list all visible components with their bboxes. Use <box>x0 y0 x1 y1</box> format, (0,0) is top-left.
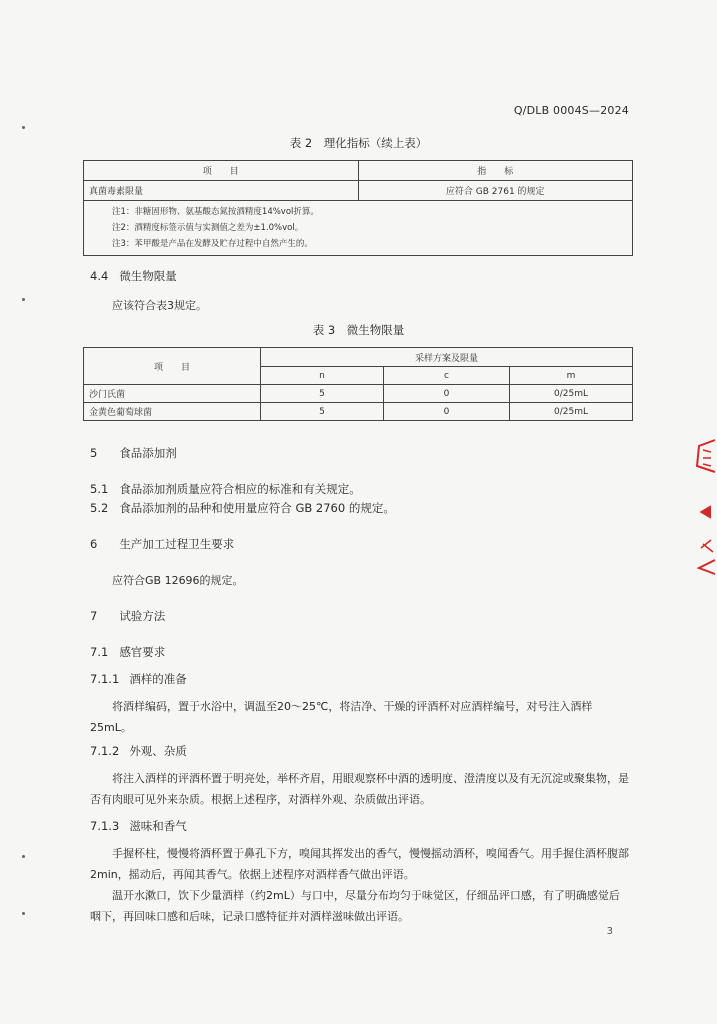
section-5-1 <box>90 481 361 497</box>
table3-cell-m: 0/25mL <box>510 403 633 421</box>
table2-col-item: 项 目 <box>84 161 359 181</box>
section-title: 感官要求 <box>119 645 166 659</box>
table3-cell-n: 5 <box>261 403 384 421</box>
table2-row-item: 真菌毒素限量 <box>84 181 359 201</box>
scan-dot <box>22 298 25 301</box>
section-title: 微生物限量 <box>119 269 177 283</box>
table2-note: 注3：苯甲酸是产品在发酵及贮存过程中自然产生的。 <box>112 239 313 249</box>
table2 <box>83 160 633 256</box>
section-title: 生产加工过程卫生要求 <box>119 537 235 551</box>
section-7-1-heading <box>90 644 165 660</box>
section-text: 食品添加剂质量应符合相应的标准和有关规定。 <box>119 482 361 496</box>
section-number: 7.1 <box>90 645 109 659</box>
section-7-1-1-heading <box>90 671 187 687</box>
section-number: 7.1.2 <box>90 744 120 758</box>
table-row <box>84 403 633 421</box>
section-number: 7.1.3 <box>90 819 120 833</box>
table2-row-value: 应符合 GB 2761 的规定 <box>358 181 633 201</box>
section-number: 7.1.1 <box>90 672 120 686</box>
section-title: 外观、杂质 <box>129 744 187 758</box>
scan-dot <box>22 126 25 129</box>
section-5-heading <box>90 445 177 461</box>
table3-col-item: 项 目 <box>84 348 261 385</box>
table2-note: 注1：非糖固形物、氨基酸态氮按酒精度14%vol折算。 <box>112 207 319 217</box>
section-number: 5.2 <box>90 501 109 515</box>
section-number: 7 <box>90 609 98 623</box>
section-5-2 <box>90 500 395 516</box>
table3-cell-c: 0 <box>384 385 510 403</box>
table3-cell-item: 金黄色葡萄球菌 <box>84 403 261 421</box>
table2-note: 注2：酒精度标签示值与实测值之差为±1.0%vol。 <box>112 223 304 233</box>
section-7-1-3-text-1: 手握杯柱，慢慢将酒杯置于鼻孔下方，嗅闻其挥发出的香气，慢慢摇动酒杯，嗅闻香气。用手握住酒杯腹部2min，摇动后，再闻其香气。依据上述程序对酒样香气做出评语。 <box>90 847 629 881</box>
table2-col-index: 指 标 <box>358 161 633 181</box>
section-number: 6 <box>90 537 98 551</box>
section-title: 食品添加剂 <box>119 446 177 460</box>
table3-caption: 表 3 微生物限量 <box>312 323 405 337</box>
table3-col-group: 采样方案及限量 <box>261 348 633 367</box>
section-4-4-text: 应该符合表3规定。 <box>112 299 207 312</box>
table3-cell-c: 0 <box>384 403 510 421</box>
page-number: 3 <box>606 926 613 937</box>
section-title: 试验方法 <box>119 609 166 623</box>
section-7-1-3-heading <box>90 818 187 834</box>
table3-cell-n: 5 <box>261 385 384 403</box>
seal-stamp-fragment <box>691 436 717 576</box>
section-7-1-1-text: 将酒样编码，置于水浴中，调温至20～25℃，将洁净、干燥的评酒杯对应酒样编号，对号注入酒样25mL。 <box>90 700 593 734</box>
table3-cell-m: 0/25mL <box>510 385 633 403</box>
section-7-heading <box>90 608 165 624</box>
scan-dot <box>22 912 25 915</box>
table-row <box>84 385 633 403</box>
table3-cell-item: 沙门氏菌 <box>84 385 261 403</box>
section-title: 滋味和香气 <box>129 819 187 833</box>
table3-col-c: c <box>384 367 510 385</box>
scan-dot <box>22 855 25 858</box>
section-7-1-2-heading <box>90 743 187 759</box>
table2-caption: 表 2 理化指标（续上表） <box>289 136 428 150</box>
section-6-heading <box>90 536 234 552</box>
table3-col-n: n <box>261 367 384 385</box>
table3 <box>83 347 633 421</box>
section-number: 4.4 <box>90 269 109 283</box>
section-text: 食品添加剂的品种和使用量应符合 GB 2760 的规定。 <box>119 501 395 515</box>
section-7-1-3-text-2: 温开水漱口，饮下少量酒样（约2mL）与口中，尽量分布均匀于味觉区，仔细品评口感，有了明确感觉后咽下，再回味口感和后味，记录口感特征并对酒样滋味做出评语。 <box>90 889 620 923</box>
table2-notes <box>84 201 633 256</box>
table3-col-m: m <box>510 367 633 385</box>
section-6-text: 应符合GB 12696的规定。 <box>112 574 244 587</box>
section-number: 5 <box>90 446 98 460</box>
section-number: 5.1 <box>90 482 109 496</box>
section-4-4-heading <box>90 268 177 284</box>
standard-number: Q/DLB 0004S—2024 <box>513 104 629 117</box>
section-7-1-2-text: 将注入酒样的评酒杯置于明亮处，举杯齐眉，用眼观察杯中酒的透明度、澄清度以及有无沉淀或聚集物，是否有肉眼可见外来杂质。根据上述程序，对酒样外观、杂质做出评语。 <box>90 772 629 806</box>
section-title: 酒样的准备 <box>129 672 187 686</box>
